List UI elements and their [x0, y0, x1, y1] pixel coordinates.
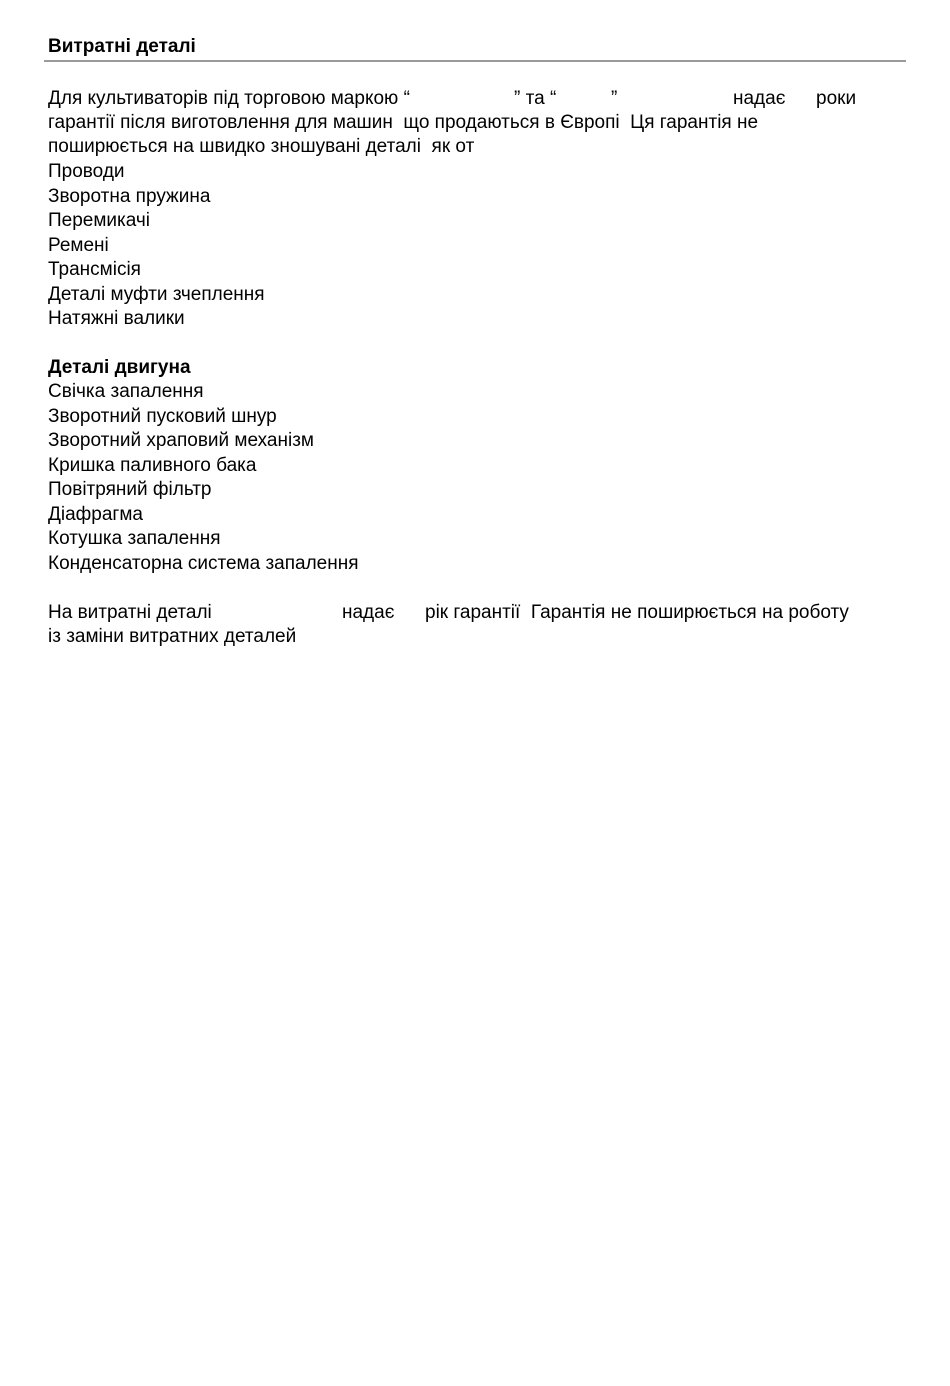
intro-line-1-part-4: надає	[733, 88, 786, 109]
list-item: Котушка запалення	[48, 528, 221, 549]
list-item: Трансмісія	[48, 259, 141, 280]
list-item: Ремені	[48, 234, 109, 256]
page-title: Витратні деталі	[48, 36, 196, 57]
list-item: Деталі муфти зчеплення	[48, 283, 265, 305]
list-item: Зворотний храповий механізм	[48, 430, 314, 451]
engine-parts-list	[48, 380, 359, 576]
intro-line-1-part-2: ” та “	[514, 88, 557, 109]
intro-line-3: поширюється на швидко зношувані деталі як от	[48, 136, 475, 157]
title-divider	[44, 60, 906, 62]
intro-line-1-part-3: ”	[611, 88, 618, 109]
list-item: Діафрагма	[48, 503, 143, 525]
closing-line-1-part-1: На витратні деталі	[48, 602, 212, 623]
closing-line-1-part-3: рік гарантії Гарантія не поширюється на роботу	[425, 602, 849, 623]
list-item: Свічка запалення	[48, 381, 204, 402]
list-item: Конденсаторна система запалення	[48, 552, 359, 574]
engine-parts-heading: Деталі двигуна	[48, 357, 191, 378]
list-item: Зворотна пружина	[48, 185, 211, 207]
closing-line-1-part-2: надає	[342, 602, 395, 623]
list-item: Натяжні валики	[48, 308, 185, 329]
list-item: Проводи	[48, 161, 125, 182]
intro-line-1-part-1: Для культиваторів під торговою маркою “	[48, 88, 410, 109]
list-item: Зворотний пусковий шнур	[48, 405, 277, 427]
closing-line-1	[48, 601, 908, 625]
list-item: Кришка паливного бака	[48, 454, 257, 476]
list-item: Перемикачі	[48, 210, 151, 231]
list-item: Повітряний фільтр	[48, 479, 212, 500]
intro-line-1-part-5: роки	[816, 88, 857, 109]
intro-line-1	[48, 87, 908, 111]
consumables-list	[48, 160, 265, 332]
closing-line-2: із заміни витратних деталей	[48, 626, 297, 647]
intro-line-2: гарантії після виготовлення для машин що продаються в Європі Ця гарантія не	[48, 112, 759, 133]
